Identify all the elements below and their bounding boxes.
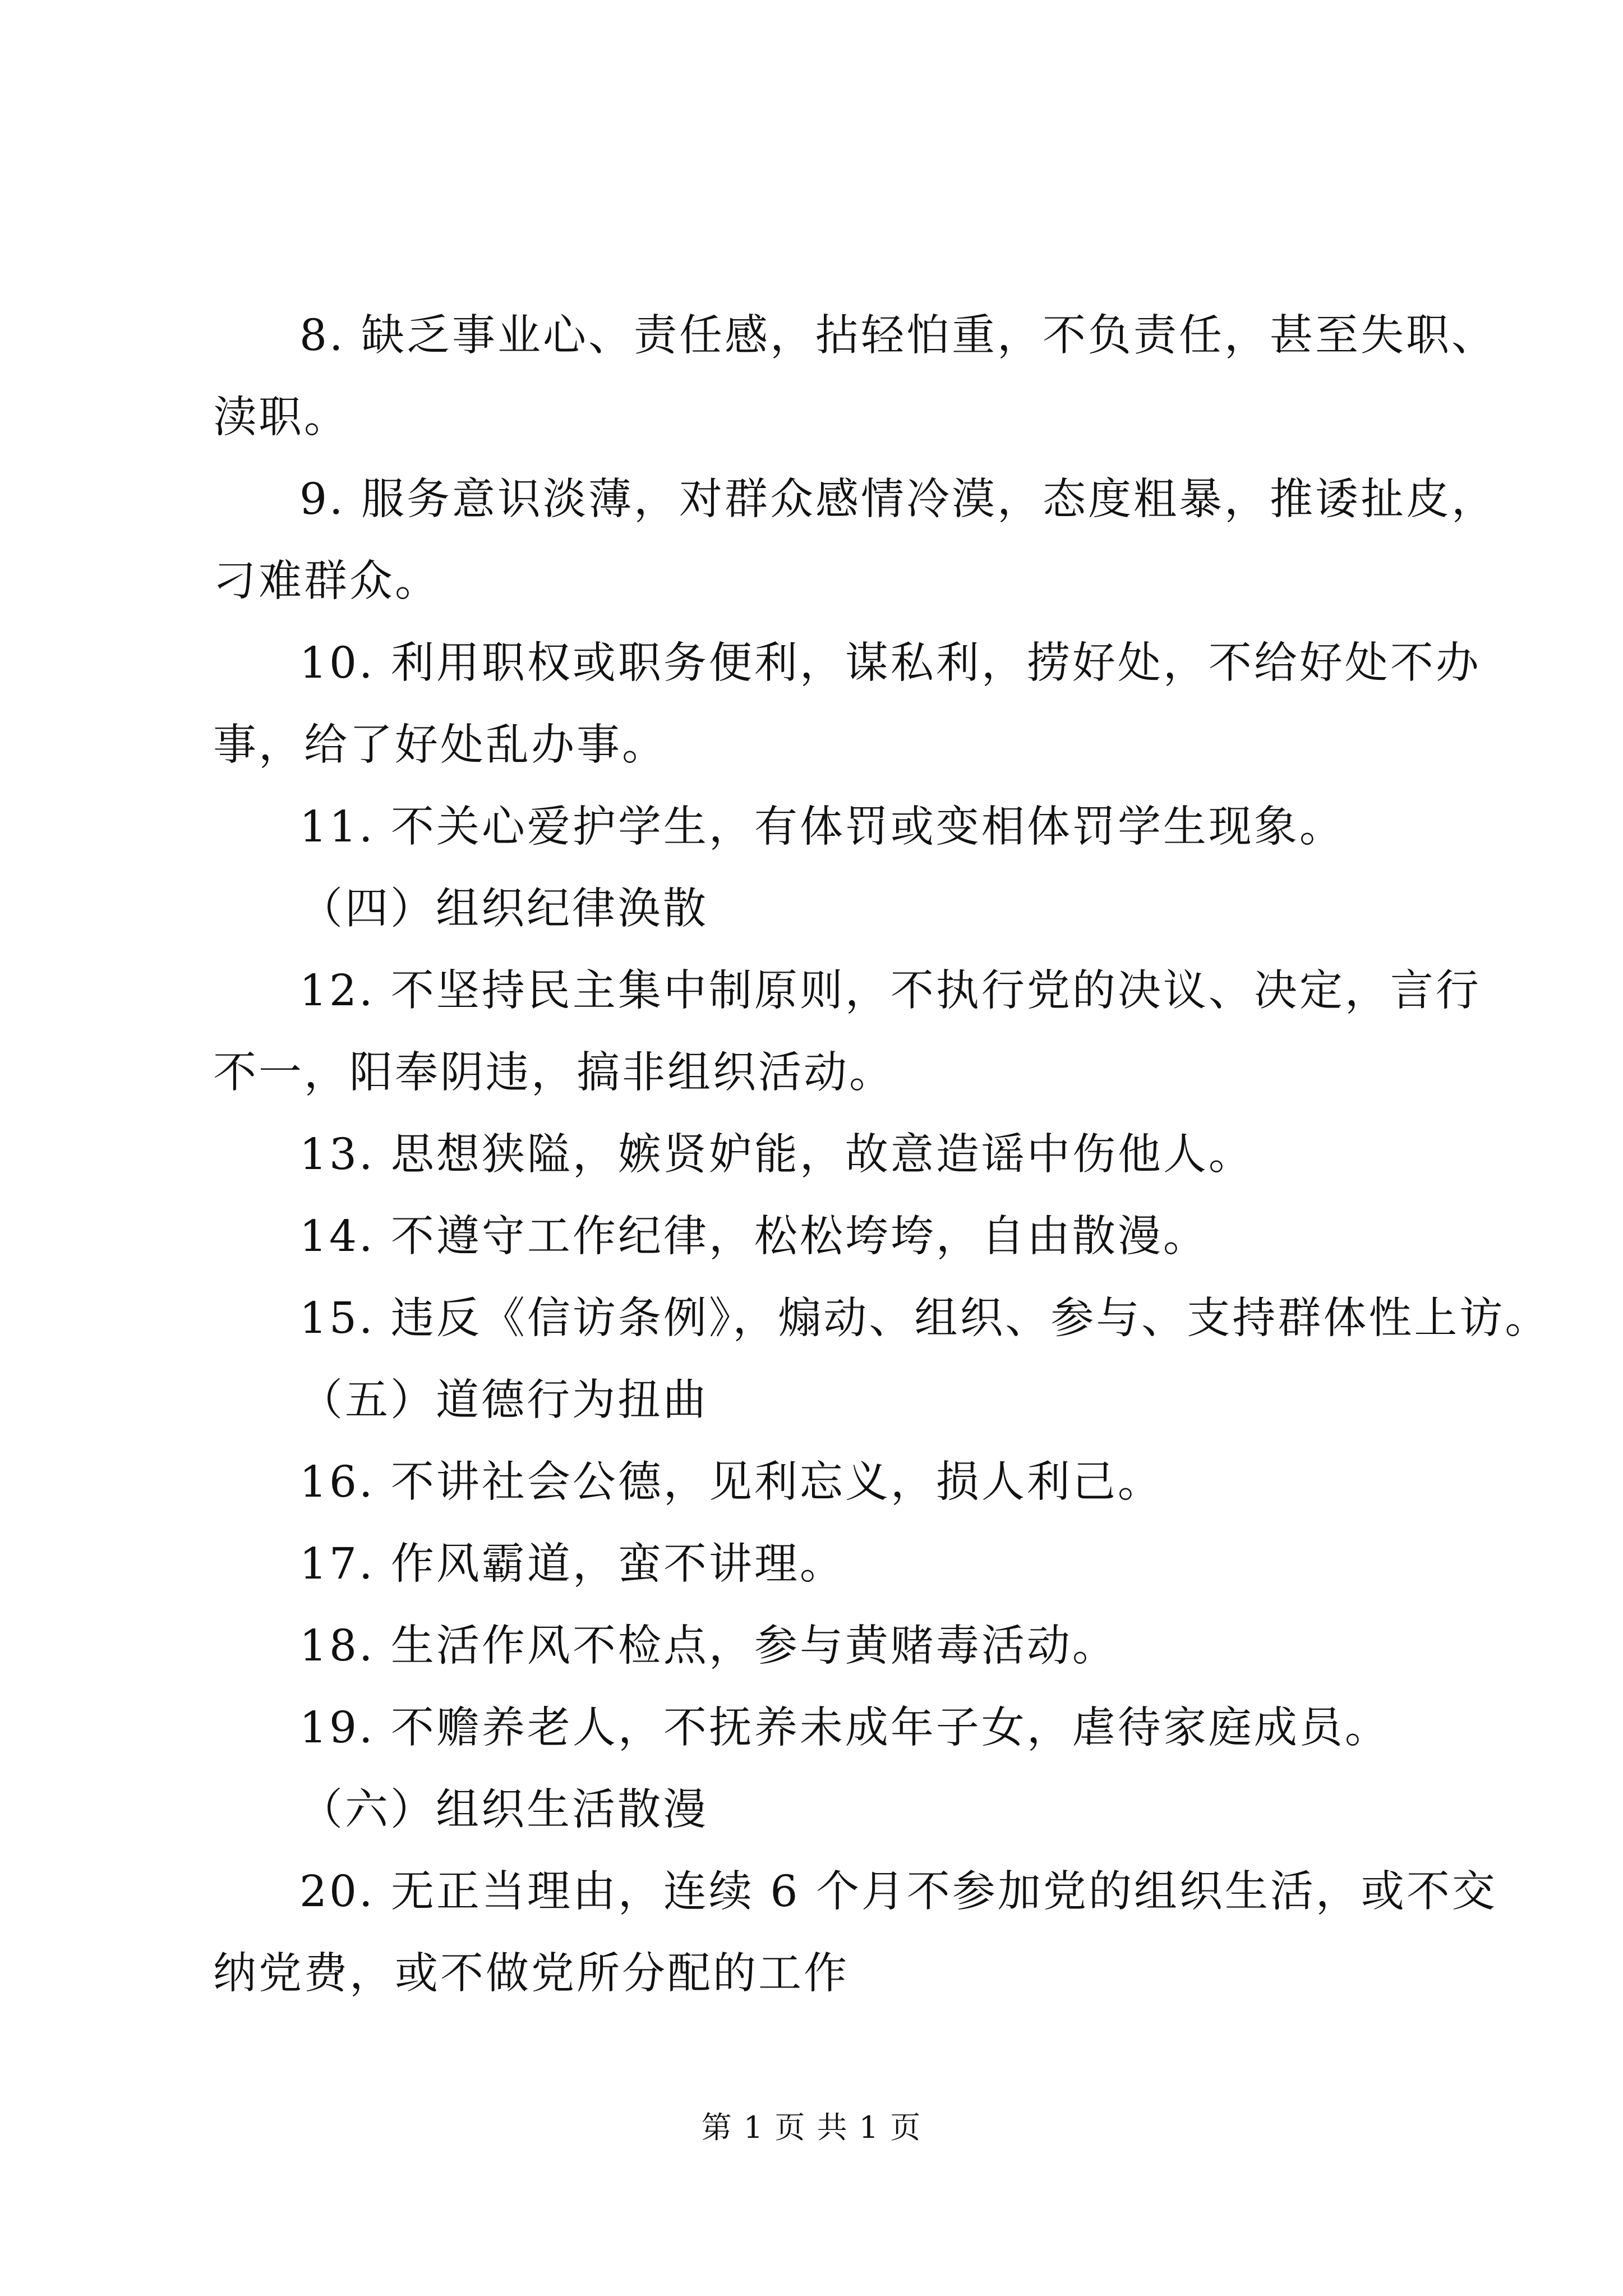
paragraph-line-7: 11. 不关心爱护学生，有体罚或变相体罚学生现象。 [299,802,1345,852]
document-body [213,295,1551,2015]
paragraph-line-2: 渎职。 [213,393,349,443]
page-footer: 第 1 页 共 1 页 [701,2110,922,2145]
paragraph-line-21: 纳党费，或不做党所分配的工作 [213,1949,849,1999]
paragraph-line-4: 刁难群众。 [213,556,440,606]
paragraph-line-12: 14. 不遵守工作纪律，松松垮垮，自由散漫。 [299,1212,1209,1262]
paragraph-line-20: 20. 无正当理由，连续 6 个月不参加党的组织生活，或不交 [299,1867,1497,1917]
paragraph-line-15: 16. 不讲社会公德，见利忘义，损人利己。 [299,1457,1163,1507]
paragraph-line-6: 事，给了好处乱办事。 [213,720,667,770]
paragraph-line-5: 10. 利用职权或职务便利，谋私利，捞好处，不给好处不办 [299,638,1481,688]
paragraph-line-17: 18. 生活作风不检点，参与黄赌毒活动。 [299,1621,1118,1671]
section-heading-6: （六）组织生活散漫 [299,1785,708,1835]
section-heading-4: （四）组织纪律涣散 [299,884,708,934]
paragraph-line-11: 13. 思想狭隘，嫉贤妒能，故意造谣中伤他人。 [299,1130,1254,1180]
paragraph-line-9: 12. 不坚持民主集中制原则，不执行党的决议、决定，言行 [299,966,1481,1016]
section-heading-5: （五）道德行为扭曲 [299,1375,708,1425]
paragraph-line-18: 19. 不赡养老人，不抚养未成年子女，虐待家庭成员。 [299,1703,1390,1753]
paragraph-line-13: 15. 违反《信访条例》，煽动、组织、参与、支持群体性上访。 [299,1294,1551,1343]
paragraph-line-10: 不一，阳奉阴违，搞非组织活动。 [213,1048,895,1098]
paragraph-line-3: 9. 服务意识淡薄，对群众感情冷漠，态度粗暴，推诿扯皮， [299,475,1497,524]
paragraph-line-16: 17. 作风霸道，蛮不讲理。 [299,1539,845,1589]
paragraph-line-1: 8. 缺乏事业心、责任感，拈轻怕重，不负责任，甚至失职、 [299,311,1497,361]
